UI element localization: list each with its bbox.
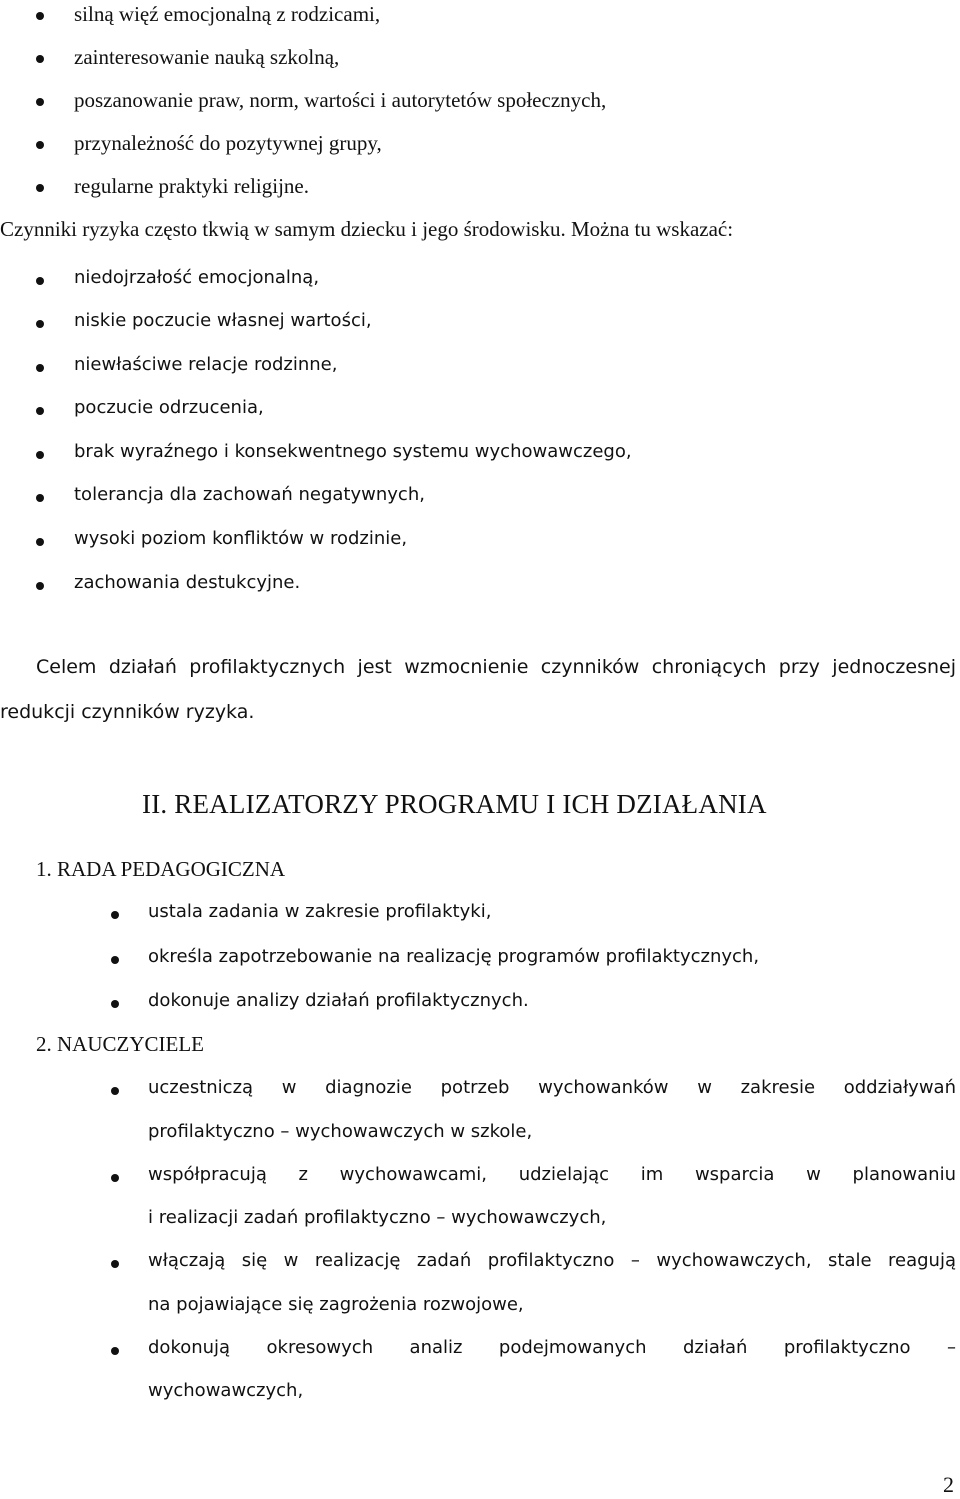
list-item-text-line1: współpracują z wychowawcami, udzielając im wsparcia w planowaniu [148, 1164, 956, 1185]
list-item-text: niewłaściwe relacje rodzinne, [74, 354, 338, 375]
list-item-text: zainteresowanie nauką szkolną, [74, 45, 340, 69]
section1-title: 1. RADA PEDAGOGICZNA [36, 857, 286, 881]
bullet-icon [36, 320, 44, 328]
list-item-text: przynależność do pozytywnej grupy, [74, 131, 382, 155]
list-item [0, 1250, 960, 1278]
list-item-text: zachowania destukcyjne. [74, 572, 301, 593]
list-item-text: tolerancja dla zachowań negatywnych, [74, 484, 425, 505]
bullet-icon [36, 451, 44, 459]
risk-factors-intro: Czynniki ryzyka często tkwią w samym dziecku i jego środowisku. Można tu wskazać: [0, 217, 734, 241]
list-item-text: brak wyraźnego i konsekwentnego systemu wychowawczego, [74, 441, 632, 462]
list-item-text-line2: profilaktyczno – wychowawczych w szkole, [148, 1121, 533, 1142]
bullet-icon [36, 12, 44, 20]
list-item [0, 131, 960, 159]
bullet-icon [111, 1087, 119, 1095]
bullet-icon [36, 364, 44, 372]
list-item [0, 901, 960, 929]
list-item [0, 174, 960, 202]
list-item [0, 946, 960, 974]
list-item-text: określa zapotrzebowanie na realizację programów profilaktycznych, [148, 946, 760, 967]
bullet-icon [36, 277, 44, 285]
bullet-icon [111, 1347, 119, 1355]
bullet-icon [111, 911, 119, 919]
list-item-text-line1: włączają się w realizację zadań profilaktyczno – wychowawczych, stale reagują [148, 1250, 956, 1271]
list-item-text: niskie poczucie własnej wartości, [74, 310, 372, 331]
section-heading: II. REALIZATORZY PROGRAMU I ICH DZIAŁANIA [142, 789, 767, 819]
list-item [0, 1077, 960, 1105]
list-item-text-line1: dokonują okresowych analiz podejmowanych działań profilaktyczno – [148, 1337, 956, 1358]
goal-paragraph-line1: Celem działań profilaktycznych jest wzmocnienie czynników chroniących przy jednoczesnej [36, 656, 956, 678]
list-item [0, 88, 960, 116]
list-item-text: silną więź emocjonalną z rodzicami, [74, 2, 381, 26]
list-item [0, 397, 960, 425]
list-item [0, 354, 960, 382]
list-item-text: regularne praktyki religijne. [74, 174, 309, 198]
bullet-icon [36, 494, 44, 502]
section2-title: 2. NAUCZYCIELE [36, 1032, 204, 1056]
bullet-icon [36, 184, 44, 192]
list-item-text: dokonuje analizy działań profilaktycznych. [148, 990, 529, 1011]
list-item-text-line1: uczestniczą w diagnozie potrzeb wychowanków w zakresie oddziaływań [148, 1077, 956, 1098]
bullet-icon [36, 55, 44, 63]
goal-paragraph-line2: redukcji czynników ryzyka. [0, 701, 255, 723]
list-item [0, 1337, 960, 1365]
list-item [0, 572, 960, 600]
list-item-text-line2: na pojawiające się zagrożenia rozwojowe, [148, 1294, 524, 1315]
list-item-text: ustala zadania w zakresie profilaktyki, [148, 901, 492, 922]
list-item-text-line2: wychowawczych, [148, 1380, 304, 1401]
list-item-text: poszanowanie praw, norm, wartości i autorytetów społecznych, [74, 88, 607, 112]
list-item [0, 528, 960, 556]
list-item [0, 45, 960, 73]
list-item [0, 990, 960, 1018]
bullet-icon [111, 1260, 119, 1268]
list-item [0, 267, 960, 295]
bullet-icon [36, 98, 44, 106]
bullet-icon [36, 582, 44, 590]
list-item [0, 441, 960, 469]
list-item [0, 310, 960, 338]
list-item-text: niedojrzałość emocjonalną, [74, 267, 320, 288]
bullet-icon [111, 1000, 119, 1008]
page-number: 2 [943, 1472, 954, 1497]
bullet-icon [36, 141, 44, 149]
list-item-text: poczucie odrzucenia, [74, 397, 264, 418]
list-item-text: wysoki poziom konfliktów w rodzinie, [74, 528, 408, 549]
bullet-icon [111, 1174, 119, 1182]
bullet-icon [36, 538, 44, 546]
list-item [0, 2, 960, 30]
list-item [0, 484, 960, 512]
bullet-icon [36, 407, 44, 415]
bullet-icon [111, 956, 119, 964]
list-item-text-line2: i realizacji zadań profilaktyczno – wychowawczych, [148, 1207, 607, 1228]
list-item [0, 1164, 960, 1192]
